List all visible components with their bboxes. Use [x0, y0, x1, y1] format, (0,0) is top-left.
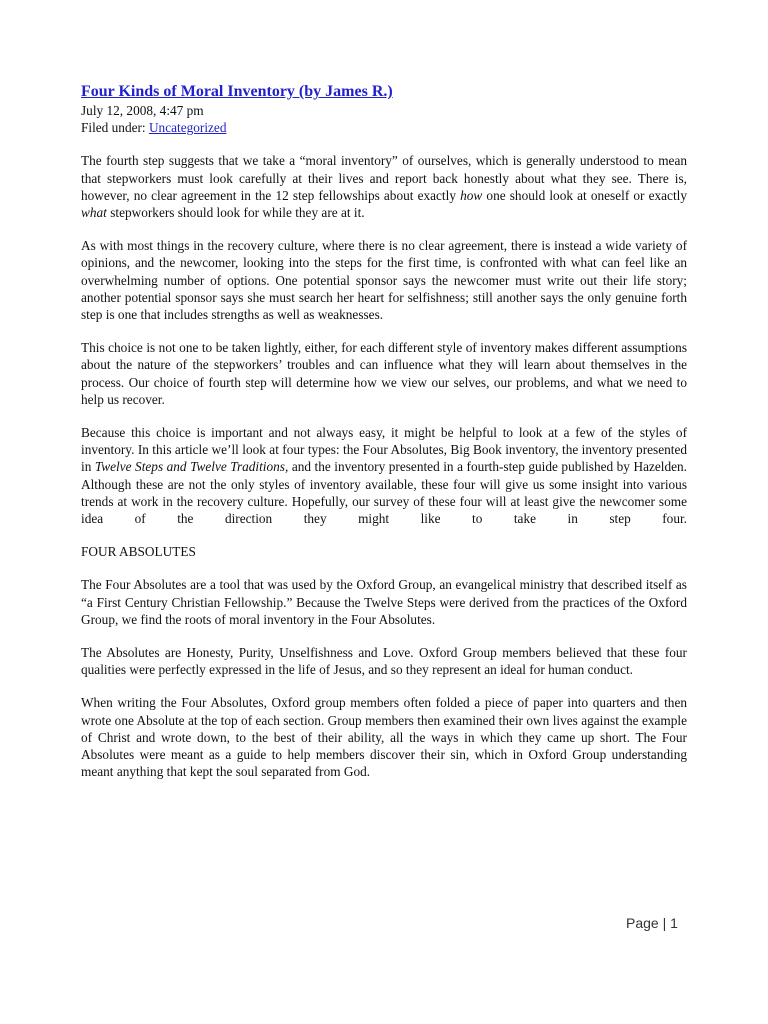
paragraph-2: As with most things in the recovery culture, where there is no clear agreement, there is instead a wide variety of opinions, and the newcomer, looking into the steps for the first time, is confronted with what can feel like an overwhelming number of options. One potential sponsor says the newcomer must write out their life story; another potential sponsor says she must search her heart for selfishness; still another says the only genuine forth step is one that includes strengths as well as weaknesses. [81, 238, 687, 323]
filed-under-label: Filed under: [81, 120, 149, 136]
paragraph-6: The Absolutes are Honesty, Purity, Unselfishness and Love. Oxford Group members believed that these four qualities were perfectly expressed in the life of Jesus, and so they represent an ideal for human conduct. [81, 645, 687, 678]
paragraph-1-text-c: stepworkers should look for while they are at it. [106, 205, 365, 221]
post-date: July 12, 2008, 4:47 pm [81, 103, 204, 118]
paragraph-5: The Four Absolutes are a tool that was used by the Oxford Group, an evangelical ministry that described itself as “a First Century Christian Fellowship.” Because the Twelve Steps were derived from the practices of the Oxford Group, we find the roots of moral inventory in the Four Absolutes. [81, 577, 687, 627]
article-title-link[interactable]: Four Kinds of Moral Inventory (by James R.) [81, 83, 393, 100]
paragraph-4-text-a: Because this choice is important and not always easy, it might be helpful to look at a few of the styles of inventory. In this article we’ll look at four types: the Four Absolutes, Big Book inventory, the inventory presented in [81, 425, 687, 475]
paragraph-1 [81, 152, 687, 221]
paragraph-7: When writing the Four Absolutes, Oxford group members often folded a piece of paper into quarters and then wrote one Absolute at the top of each section. Group members then examined their own lives against the example of Christ and wrote down, to the best of their ability, all the ways in which they came up short. The Four Absolutes were meant as a guide to help members discover their sin, which in Oxford Group understanding meant anything that kept the soul separated from God. [81, 695, 687, 780]
paragraph-4-text-b: , and the inventory presented in a fourth-step guide published by Hazelden. Although these are not the only styles of inventory available, these four will give us some insight into various trends at work in the recovery culture. Hopefully, our survey of these four will at least give the newcomer some idea of the direction they might like to take in step four. [81, 459, 687, 527]
article-title [81, 82, 687, 102]
paragraph-1-text-a: The fourth step suggests that we take a “moral inventory” of ourselves, which is generally understood to mean that stepworkers must look carefully at their lives and report back honestly about what they see. There is, however, no clear agreement in the 12 step fellowships about exactly [81, 153, 687, 203]
category-link[interactable]: Uncategorized [148, 120, 227, 136]
paragraph-1-emphasis-how: how [460, 187, 483, 203]
paragraph-4 [81, 424, 687, 527]
paragraph-3: This choice is not one to be taken lightly, either, for each different style of inventory makes different assumptions about the nature of the stepworkers’ troubles and can influence what they will learn about themselves in the process. Our choice of fourth step will determine how we view our selves, our problems, and what we need to help us recover. [81, 340, 687, 407]
paragraph-4-book-title: Twelve Steps and Twelve Traditions [94, 459, 285, 475]
document-body [81, 82, 687, 781]
paragraph-1-emphasis-what: what [81, 205, 107, 221]
paragraph-1-text-b: one should look at oneself or exactly [482, 187, 687, 203]
filed-under [81, 119, 687, 136]
page-number: Page | 1 [626, 915, 678, 931]
section-heading: FOUR ABSOLUTES [81, 544, 196, 560]
